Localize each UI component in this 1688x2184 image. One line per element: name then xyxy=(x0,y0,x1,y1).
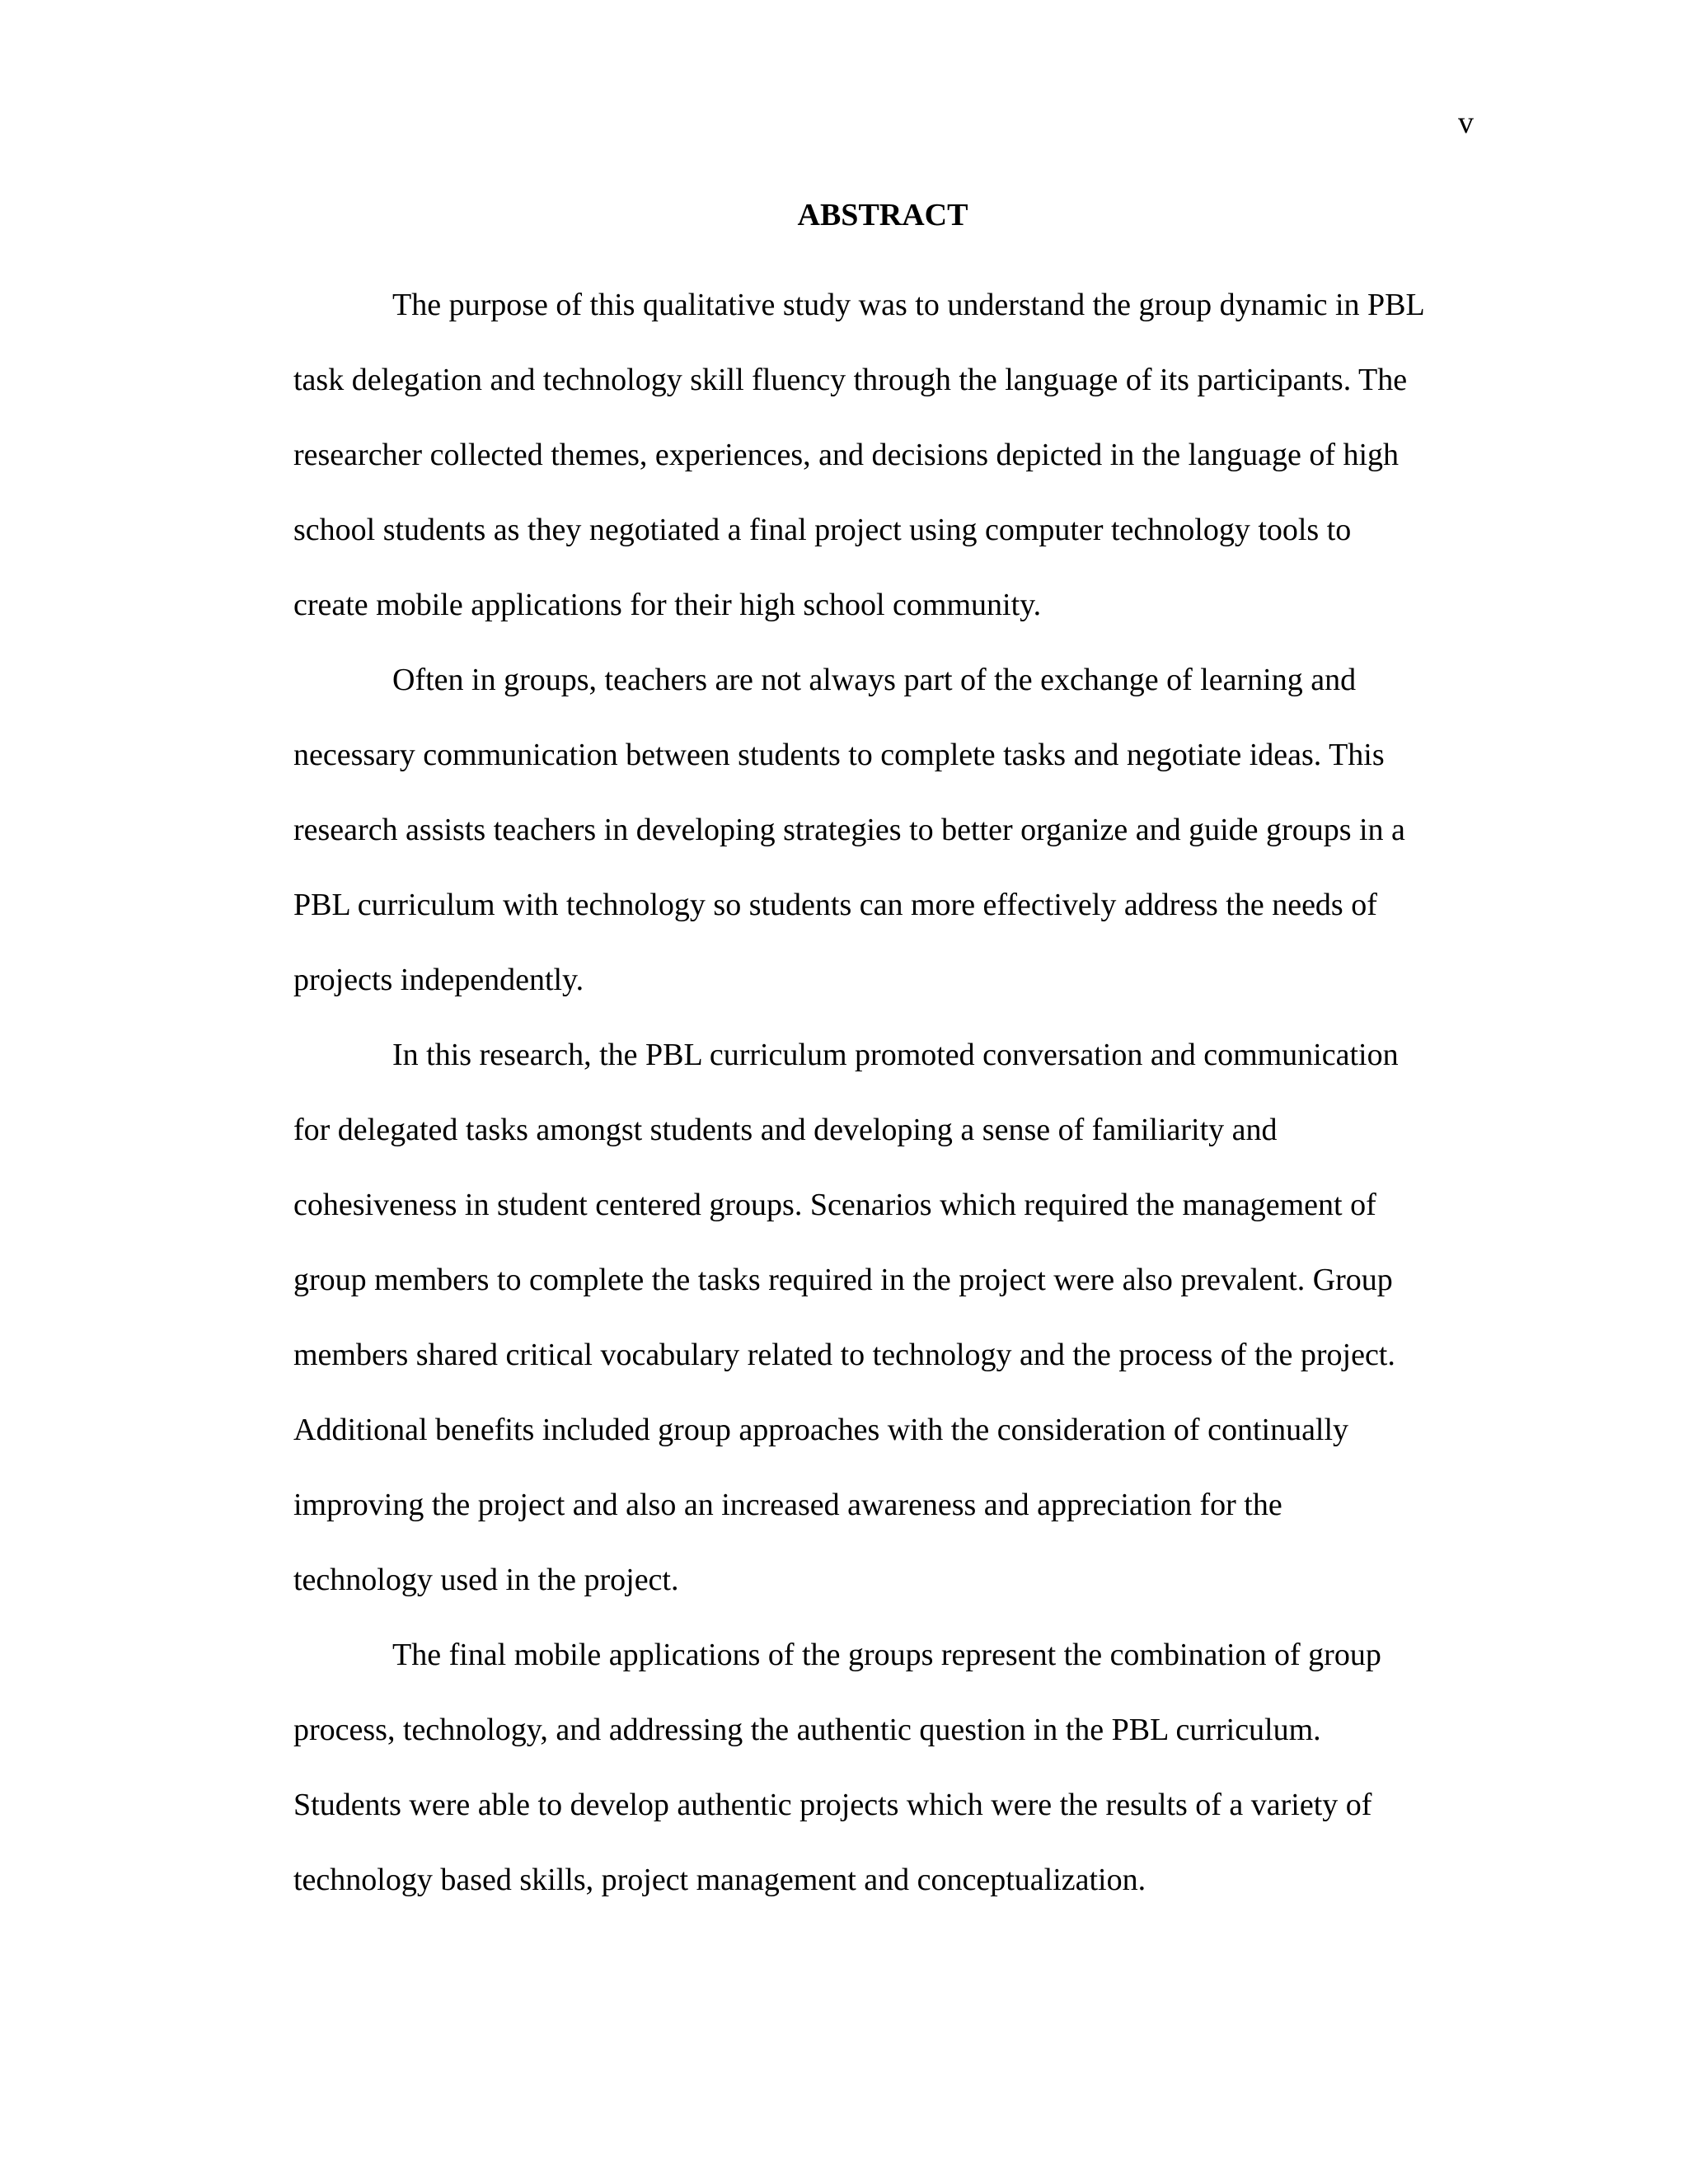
paragraph-line: research assists teachers in developing strategies to better organize and guide groups in a xyxy=(293,813,1405,847)
paragraph-line: projects independently. xyxy=(293,963,584,997)
paragraph-line: researcher collected themes, experiences, and decisions depicted in the language of high xyxy=(293,438,1400,472)
abstract-paragraph-4 xyxy=(293,1618,1472,1918)
paragraph-line: Often in groups, teachers are not always part of the exchange of learning and xyxy=(392,663,1357,697)
paragraph-line: group members to complete the tasks required in the project were also prevalent. Group xyxy=(293,1263,1393,1297)
paragraph-line: PBL curriculum with technology so students can more effectively address the needs of xyxy=(293,888,1377,922)
paragraph-line: necessary communication between students to complete tasks and negotiate ideas. This xyxy=(293,738,1385,772)
paragraph-line: The final mobile applications of the groups represent the combination of group xyxy=(392,1638,1381,1672)
paragraph-line: Students were able to develop authentic projects which were the results of a variety of xyxy=(293,1788,1372,1822)
abstract-paragraph-1 xyxy=(293,268,1472,643)
paragraph-line: process, technology, and addressing the authentic question in the PBL curriculum. xyxy=(293,1713,1321,1747)
paragraph-line: school students as they negotiated a final project using computer technology tools to xyxy=(293,513,1352,547)
paragraph-line: technology based skills, project management and conceptualization. xyxy=(293,1863,1146,1897)
page-number: v xyxy=(1458,105,1474,140)
paragraph-line: for delegated tasks amongst students and developing a sense of familiarity and xyxy=(293,1113,1278,1147)
paragraph-line: Additional benefits included group approaches with the consideration of continually xyxy=(293,1413,1349,1447)
paragraph-line: create mobile applications for their high school community. xyxy=(293,588,1042,622)
paragraph-line: members shared critical vocabulary related to technology and the process of the project. xyxy=(293,1338,1395,1372)
abstract-paragraph-3 xyxy=(293,1018,1472,1618)
abstract-title: ABSTRACT xyxy=(797,198,968,232)
paragraph-line: In this research, the PBL curriculum promoted conversation and communication xyxy=(392,1038,1399,1072)
paragraph-line: cohesiveness in student centered groups. Scenarios which required the management of xyxy=(293,1188,1376,1222)
abstract-body xyxy=(293,268,1472,1918)
paragraph-line: technology used in the project. xyxy=(293,1563,679,1597)
paragraph-line: task delegation and technology skill fluency through the language of its participants. The xyxy=(293,363,1408,397)
paragraph-line: improving the project and also an increased awareness and appreciation for the xyxy=(293,1488,1282,1522)
abstract-paragraph-2 xyxy=(293,643,1472,1018)
paragraph-line: The purpose of this qualitative study was to understand the group dynamic in PBL xyxy=(392,288,1425,322)
